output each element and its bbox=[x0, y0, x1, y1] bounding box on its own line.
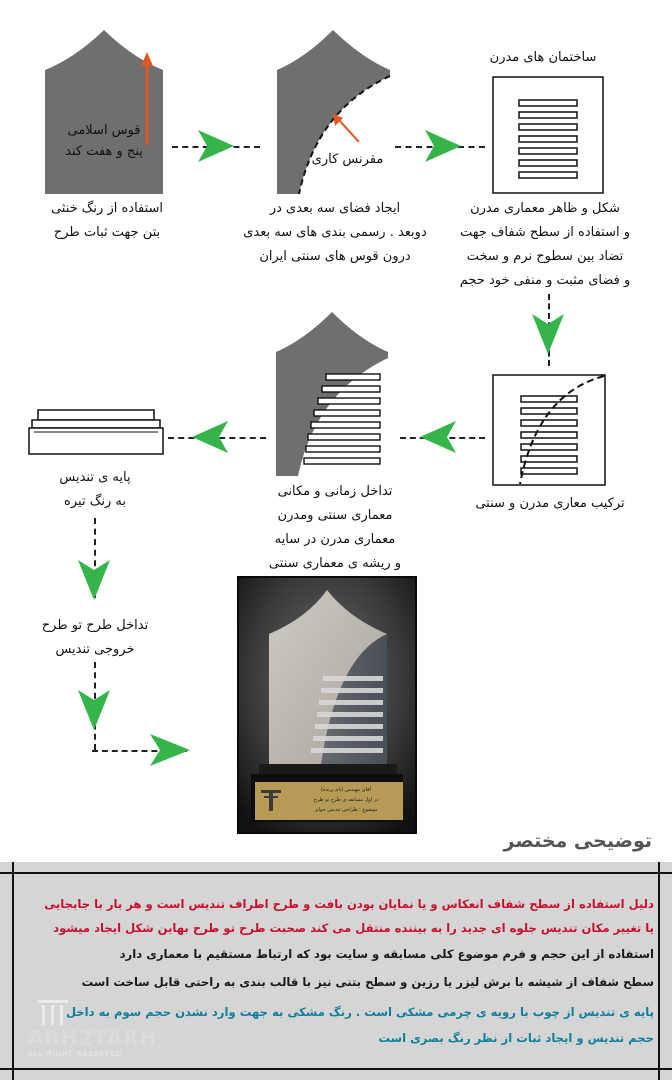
green-arrow-icon bbox=[420, 421, 456, 453]
muqarnas-label: مقرنس کاری bbox=[311, 152, 384, 167]
plaque-line-1: آقای مهندس (نام برنده) bbox=[321, 787, 371, 793]
modern-building-shape bbox=[492, 76, 604, 194]
summary-line: یا تغییر مکان تندیس جلوه ای جدید را به بیننده منتقل می کند صحبت طرح تو طرح بهاین شکل ایجاد میشود bbox=[53, 921, 654, 935]
plaque-line-3: موضوع : طراحی تندیس جوایز bbox=[314, 807, 378, 813]
logo-brand: ARH2TARH bbox=[28, 1026, 158, 1050]
green-arrow-icon bbox=[198, 130, 234, 162]
plaque-line-2: در اول مسابقه ی طرح تو طرح bbox=[313, 797, 379, 803]
summary-line: استفاده از این حجم و فرم موضوع کلی مسابقه و سایت بود که ارتباط مستقیم با معماری دارد bbox=[119, 947, 654, 961]
step1-caption: استفاده از رنگ خنثی بتن جهت ثبات طرح bbox=[50, 201, 164, 240]
summary-line: حجم تندیس و ایجاد ثبات از نظر رنگ بصری است bbox=[378, 1031, 654, 1045]
step7-caption: تداخل طرح تو طرح خروجی تندیس bbox=[41, 618, 149, 657]
step6-caption: پایه ی تندیس به رنگ تیره bbox=[59, 470, 131, 509]
logo-column-icon bbox=[38, 1000, 68, 1026]
green-arrow-icon bbox=[192, 421, 228, 453]
statue-base-shape bbox=[28, 408, 164, 456]
modern-building-title: ساختمان های مدرن bbox=[489, 50, 597, 65]
step3-caption: شکل و ظاهر معماری مدرن و استفاده از سطح شفاف جهت تضاد بین سطوح نرم و سخت و فضای مثبت و منفی خود حجم bbox=[459, 201, 631, 288]
green-arrow-icon bbox=[78, 690, 110, 730]
brand-logo bbox=[28, 1000, 157, 1058]
summary-title: توضیحی مختصر bbox=[503, 830, 652, 852]
green-arrow-icon bbox=[532, 314, 564, 354]
summary-line: سطح شفاف از شیشه با برش لیزر یا رزین و سطح بتنی نیز با قالب بندی به راحتی قابل ساخت است bbox=[81, 975, 654, 989]
traditional-modern-arch-shape bbox=[276, 312, 388, 476]
islamic-arch-shape bbox=[45, 30, 163, 194]
green-arrow-icon bbox=[78, 560, 110, 600]
logo-subtitle: ALL RIGHT RESERVED bbox=[28, 1050, 123, 1058]
step5-caption: تداخل زمانی و مکانی معماری سنتی ومدرن معماری مدرن در سایه و ریشه ی معماری سنتی bbox=[268, 484, 402, 571]
combined-building-shape bbox=[492, 374, 606, 486]
step2-caption: ایجاد فضای سه بعدی در دوبعد . رسمی بندی های سه بعدی درون قوس های سنتی ایران bbox=[243, 201, 427, 264]
green-arrow-icon bbox=[425, 130, 461, 162]
summary-line: دلیل استفاده از سطح شفاف انعکاس و یا نمایان بودن بافت و طرح اطراف تندیس است و هر بار با جابجایی bbox=[44, 897, 654, 911]
step4-caption: ترکیب معاری مدرن و سنتی bbox=[475, 496, 625, 511]
summary-line: پایه ی تندیس از چوب با رویه ی چرمی مشکی است . رنگ مشکی به جهت وارد نشدن حجم سوم به داخل bbox=[65, 1005, 654, 1019]
green-arrow-icon bbox=[150, 734, 190, 766]
islamic-arch-label: قوس اسلامی پنج و هفت کند bbox=[65, 123, 143, 159]
